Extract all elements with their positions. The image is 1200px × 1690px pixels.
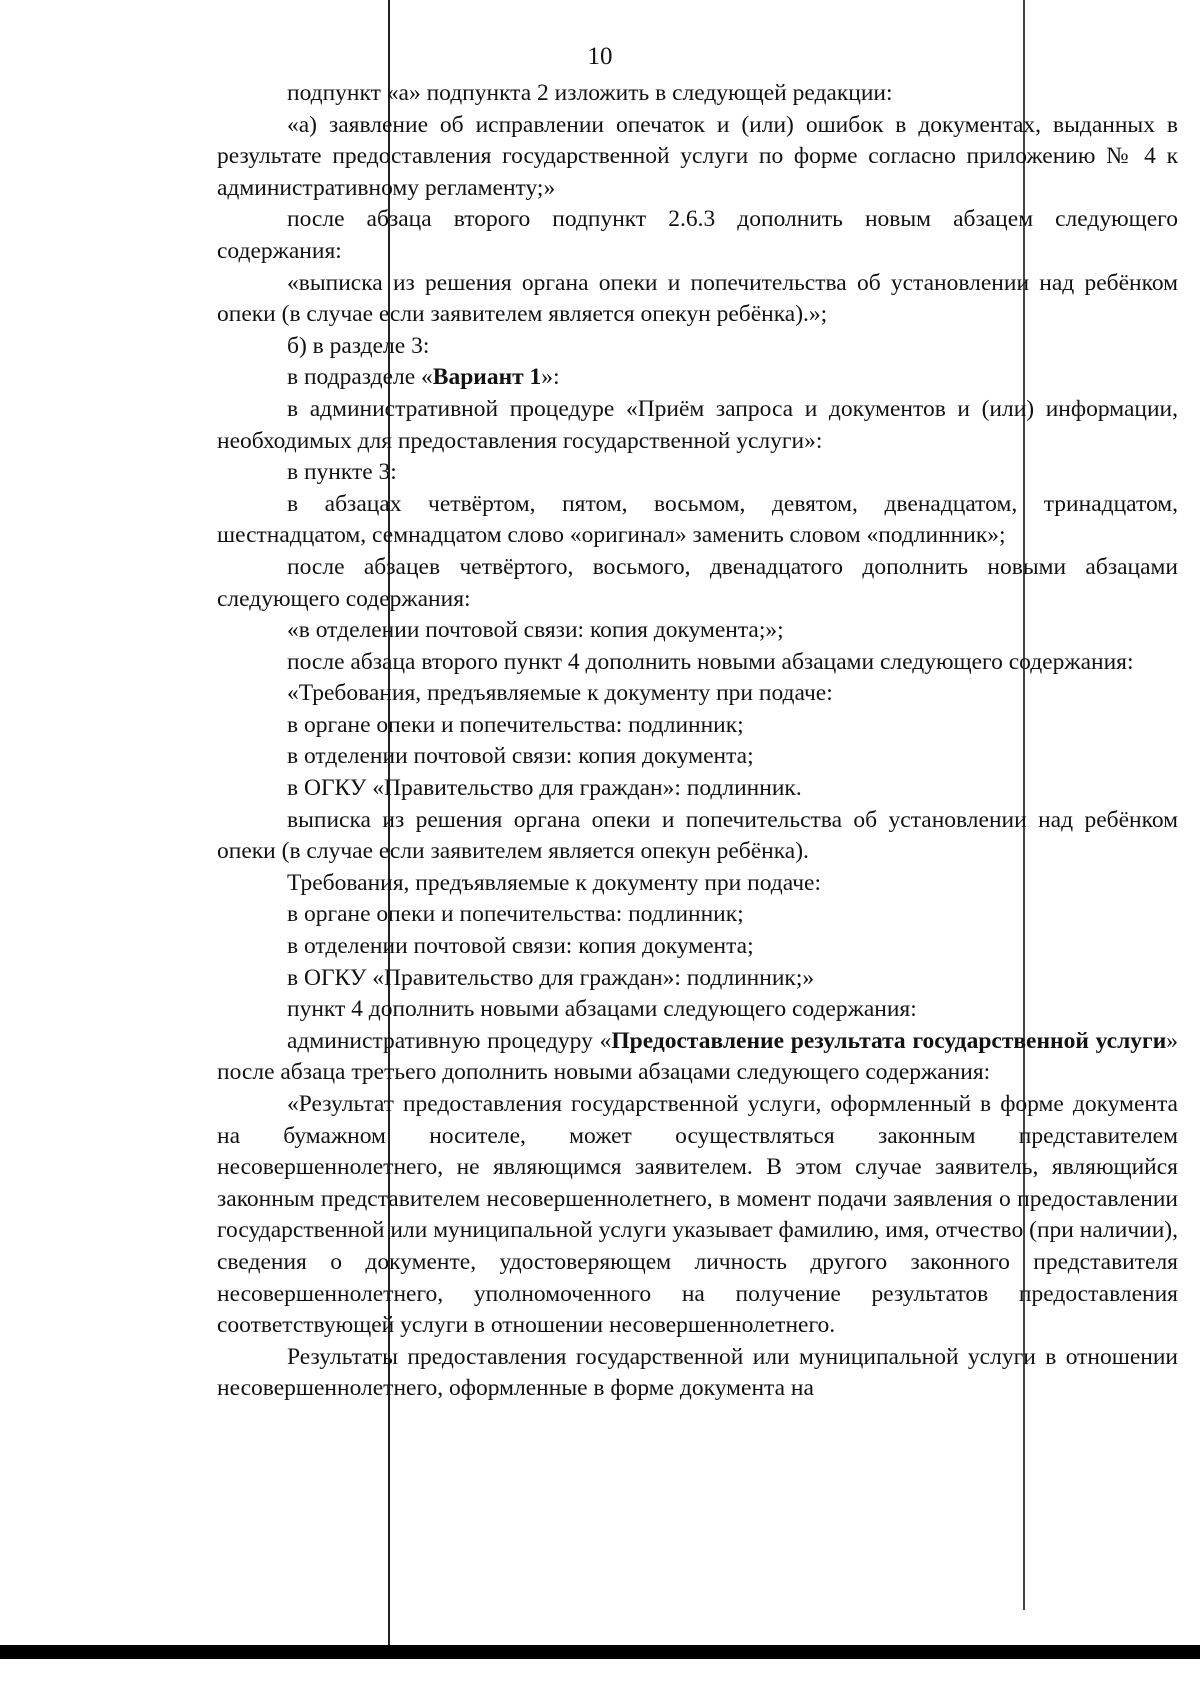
paragraph: в отделении почтовой связи: копия документа; xyxy=(287,743,754,770)
page-number: 10 xyxy=(587,43,613,70)
paragraph-text: административную процедуру « xyxy=(287,1027,612,1054)
paragraph: после абзацев четвёртого, восьмого, двенадцатого дополнить новыми абзацами следующего содержания: xyxy=(217,553,1178,612)
paragraph xyxy=(217,1026,1178,1089)
paragraph: в пункте 3: xyxy=(287,459,397,486)
paragraph: «выписка из решения органа опеки и попечительства об установлении над ребёнком опеки (в случае если заявителем является опекун ребёнка).»; xyxy=(217,269,1178,328)
paragraph: в ОГКУ «Правительство для граждан»: подлинник. xyxy=(287,775,802,802)
paragraph-text: в подразделе « xyxy=(287,364,433,391)
bold-text: Вариант 1 xyxy=(432,364,542,391)
paragraph: б) в разделе 3: xyxy=(287,332,430,359)
scan-bottom-edge xyxy=(0,1645,1200,1659)
paragraph: после абзаца второго пункт 4 дополнить новыми абзацами следующего содержания: xyxy=(287,648,1134,675)
paragraph-text: »: xyxy=(541,364,560,391)
paragraph: в абзацах четвёртом, пятом, восьмом, девятом, двенадцатом, тринадцатом, шестнадцатом, семнадцатом слово «оригинал» заменить словом «подлинник»; xyxy=(217,490,1178,549)
paragraph: Требования, предъявляемые к документу при подаче: xyxy=(287,869,821,896)
paragraph: «а) заявление об исправлении опечаток и (или) ошибок в документах, выданных в результате предоставления государственной услуги по форме согласно приложению № 4 к административному регламенту;» xyxy=(217,111,1178,201)
paragraph: в административной процедуре «Приём запроса и документов и (или) информации, необходимых для предоставления государственной услуги»: xyxy=(217,395,1178,454)
paragraph: в ОГКУ «Правительство для граждан»: подлинник;» xyxy=(287,964,815,991)
paragraph: пункт 4 дополнить новыми абзацами следующего содержания: xyxy=(287,996,917,1023)
paragraph: выписка из решения органа опеки и попечительства об установлении над ребёнком опеки (в случае если заявителем является опекун ребёнка). xyxy=(217,806,1178,865)
paragraph: «в отделении почтовой связи: копия документа;»; xyxy=(287,617,784,644)
paragraph: после абзаца второго подпункт 2.6.3 дополнить новым абзацем следующего содержания: xyxy=(217,206,1178,264)
paragraph: Результаты предоставления государственной или муниципальной услуги в отношении несовершеннолетнего, оформленные в форме документа на xyxy=(217,1343,1178,1402)
paragraph: в органе опеки и попечительства: подлинник; xyxy=(287,901,744,928)
paragraph: в органе опеки и попечительства: подлинник; xyxy=(287,711,744,738)
paragraph xyxy=(217,362,1178,394)
document-body xyxy=(217,78,1178,1405)
paragraph: «Результат предоставления государственной услуги, оформленный в форме документа на бумажном носителе, может осуществляться законным представителем несовершеннолетнего, не являющимся заявителем. В этом случае заявитель, являющийся законным представителем несовершеннолетнего, в момент подачи заявления о предоставлении государственной или муниципальной услуги указывает фамилию, имя, отчество (при наличии), сведения о документе, удостоверяющем личность другого законного представителя несовершеннолетнего, уполномоченного на получение результатов предоставления соответствующей услуги в отношении несовершеннолетнего. xyxy=(217,1091,1178,1339)
bold-text: Предоставление результата государственной услуги xyxy=(611,1027,1167,1054)
paragraph: подпункт «а» подпункта 2 изложить в следующей редакции: xyxy=(287,80,893,106)
paragraph: в отделении почтовой связи: копия документа; xyxy=(287,933,754,960)
paragraph: «Требования, предъявляемые к документу при подаче: xyxy=(287,680,833,707)
paragraph-text: » после абзаца третьего дополнить новыми абзацами следующего содержания: xyxy=(217,1027,1178,1086)
